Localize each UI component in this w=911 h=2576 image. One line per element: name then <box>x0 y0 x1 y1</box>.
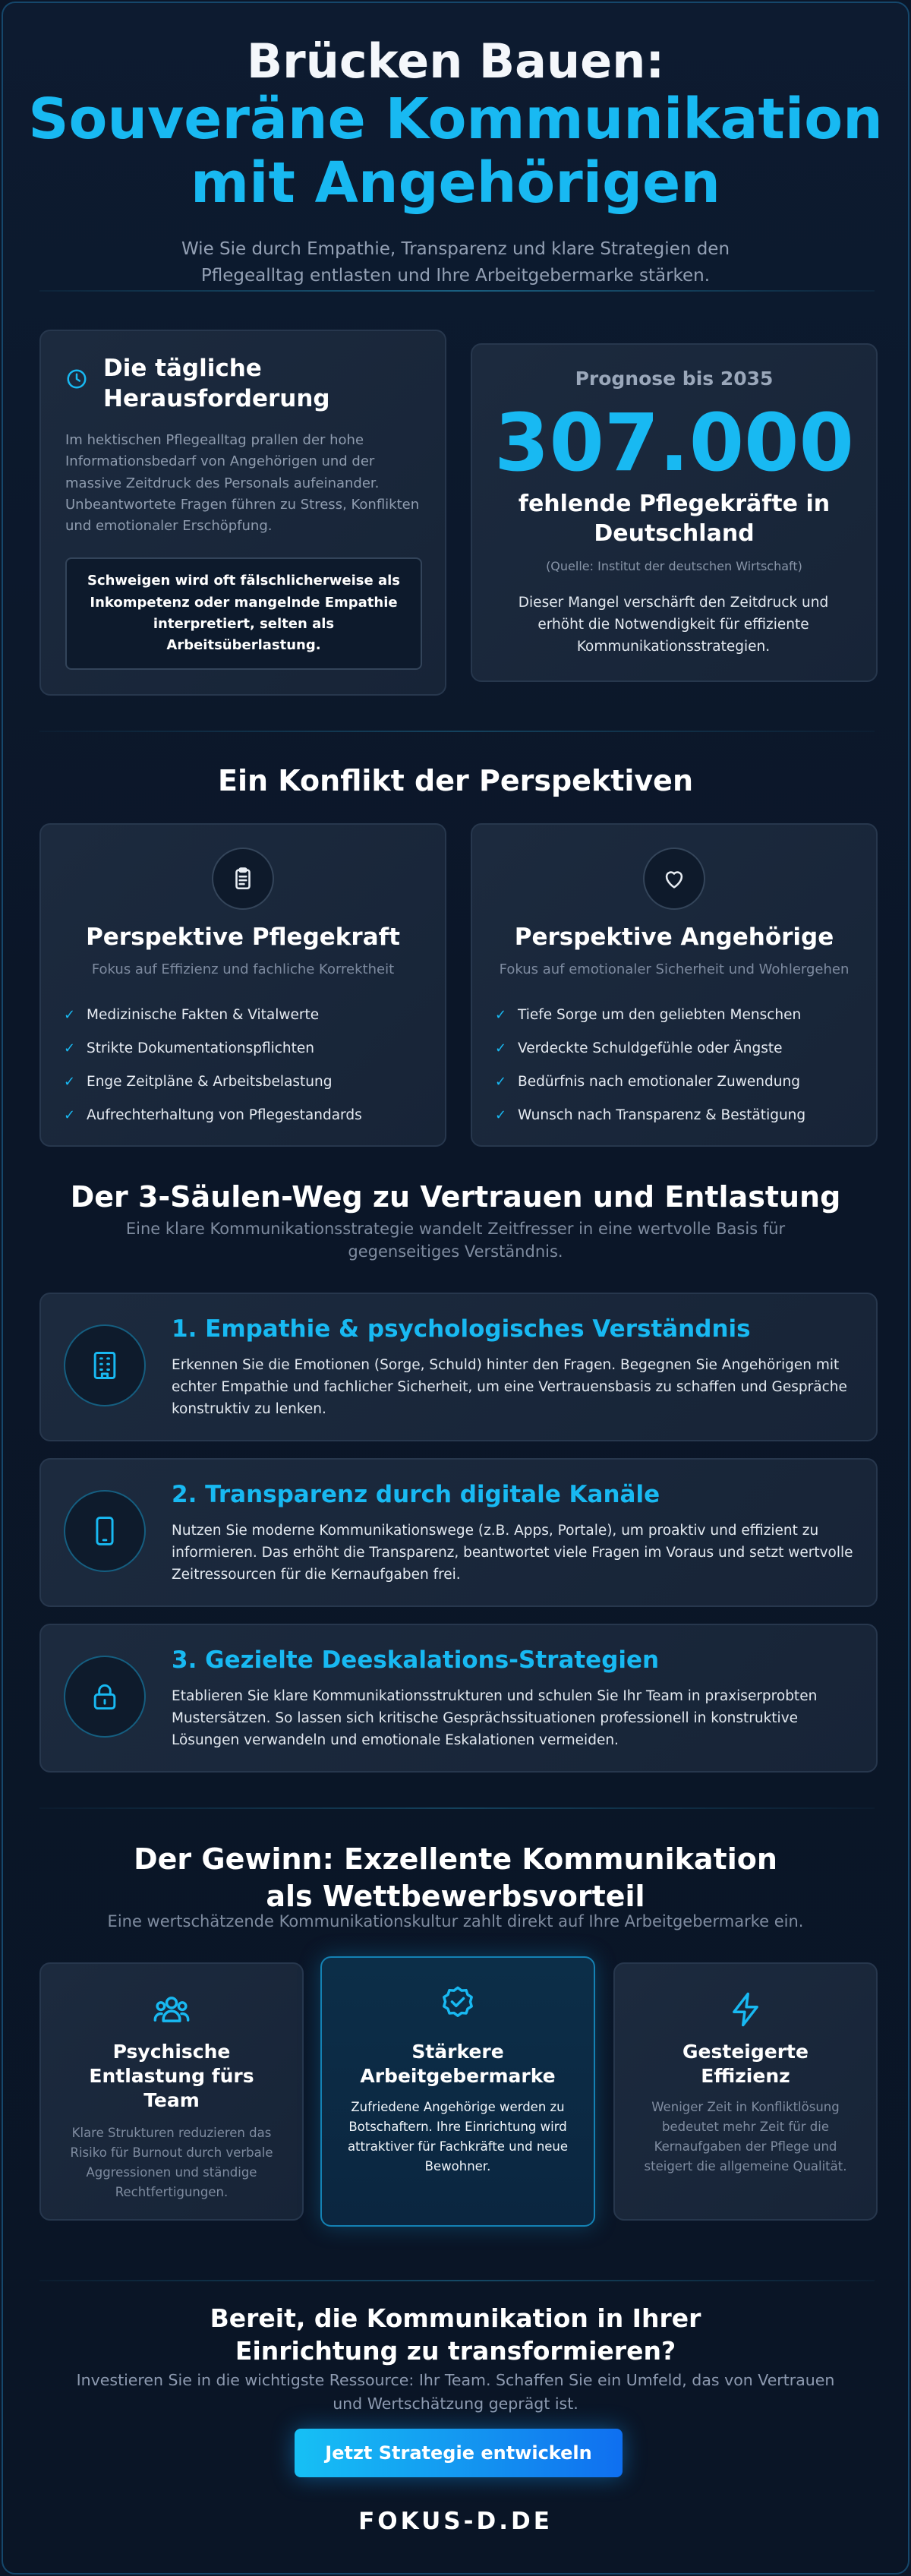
pillars-title: Der 3-Säulen-Weg zu Vertrauen und Entlastung <box>70 1180 841 1214</box>
cta-subtitle: Investieren Sie in die wichtigste Ressource: Ihr Team. Schaffen Sie ein Umfeld, das von Vertrauen und Wertschätzung geprägt ist. <box>76 2371 835 2413</box>
pillar-card-deescalation <box>39 1624 878 1773</box>
list-item-text: Verdeckte Schuldgefühle oder Ängste <box>518 1040 783 1056</box>
divider <box>39 2280 875 2281</box>
pillar-title: 1. Empathie & psychologisches Verständnis <box>172 1315 751 1343</box>
list-item-text: Enge Zeitpläne & Arbeitsbelastung <box>87 1073 333 1090</box>
benefit-title: Psychische Entlastung fürs Team <box>89 2041 254 2111</box>
check-icon: ✓ <box>64 1040 76 1056</box>
list-item <box>64 1098 362 1132</box>
list-item <box>64 998 362 1031</box>
badge-check-icon <box>438 1984 478 2023</box>
perspective-list <box>495 998 805 1132</box>
title-line-1: Brücken Bauen: <box>246 33 665 89</box>
divider <box>39 1807 875 1809</box>
pillar-card-transparency <box>39 1458 878 1607</box>
check-icon: ✓ <box>64 1006 76 1023</box>
cta-title: Bereit, die Kommunikation in Ihrer Einrichtung zu transformieren? <box>210 2303 701 2366</box>
pillar-title: 3. Gezielte Deeskalations-Strategien <box>172 1646 660 1674</box>
list-item-text: Aufrechterhaltung von Pflegestandards <box>87 1106 362 1123</box>
list-item <box>495 998 805 1031</box>
perspectives-title: Ein Konflikt der Perspektiven <box>217 764 694 797</box>
list-item <box>64 1065 362 1098</box>
lock-icon <box>88 1680 121 1713</box>
forecast-headline: fehlende Pflegekräfte in Deutschland <box>518 491 831 547</box>
list-item-text: Bedürfnis nach emotionaler Zuwendung <box>518 1073 800 1090</box>
benefit-card-relief <box>39 1962 304 2221</box>
forecast-text: Dieser Mangel verschärft den Zeitdruck und erhöht die Notwendigkeit für effiziente Kommunikationsstrategien. <box>518 595 829 655</box>
infographic-frame <box>2 2 909 2574</box>
perspective-title: Perspektive Angehörige <box>514 923 834 951</box>
clock-icon <box>65 368 88 390</box>
pillar-card-empathy <box>39 1293 878 1441</box>
check-icon: ✓ <box>495 1073 507 1090</box>
perspective-subtitle: Fokus auf Effizienz und fachliche Korrektheit <box>91 961 395 977</box>
pillar-text: Erkennen Sie die Emotionen (Sorge, Schuld) hinter den Fragen. Begegnen Sie Angehörigen mit echter Empathie und fachlicher Sicherheit, um eine Vertrauensbasis zu schaffen und Gespräche konstruktiv zu lenken. <box>172 1357 847 1417</box>
challenge-quote <box>65 557 422 670</box>
users-icon <box>152 1990 191 2029</box>
check-icon: ✓ <box>64 1106 76 1123</box>
forecast-card <box>471 343 878 682</box>
challenge-title: Die tägliche Herausforderung <box>103 355 330 412</box>
smartphone-icon <box>88 1514 121 1548</box>
perspective-title: Perspektive Pflegekraft <box>86 923 400 951</box>
perspective-icon-circle <box>212 848 274 910</box>
heart-icon <box>661 866 687 892</box>
benefits-subtitle: Eine wertschätzende Kommunikationskultur zahlt direkt auf Ihre Arbeitgebermarke ein. <box>107 1912 804 1930</box>
benefit-card-employer-brand <box>320 1956 595 2227</box>
pillar-text: Nutzen Sie moderne Kommunikationswege (z.B. Apps, Portale), um proaktiv und effizient zu informieren. Das erhöht die Transparenz, beantwortet viele Fragen im Voraus und setzt wertvolle Zeitressourcen für die Kernaufgaben frei. <box>172 1523 853 1583</box>
benefit-card-efficiency <box>613 1962 878 2221</box>
list-item-text: Tiefe Sorge um den geliebten Menschen <box>518 1006 802 1023</box>
pillar-icon-circle <box>64 1324 146 1406</box>
benefit-title: Gesteigerte Effizienz <box>682 2041 809 2087</box>
list-item <box>495 1065 805 1098</box>
lightning-icon <box>726 1990 765 2029</box>
list-item-text: Wunsch nach Transparenz & Bestätigung <box>518 1106 806 1123</box>
hero-subtitle: Wie Sie durch Empathie, Transparenz und klare Strategien den Pflegealltag entlasten und Ihre Arbeitgebermarke stärken. <box>181 239 730 286</box>
forecast-label: Prognose bis 2035 <box>575 368 774 390</box>
building-icon <box>88 1349 121 1382</box>
pillar-icon-circle <box>64 1656 146 1738</box>
clipboard-icon <box>230 866 256 892</box>
benefit-text: Zufriedene Angehörige werden zu Botschaftern. Ihre Einrichtung wird attraktiver für Fachkräfte und neue Bewohner. <box>347 2100 569 2174</box>
pillar-icon-circle <box>64 1490 146 1572</box>
benefit-text: Klare Strukturen reduzieren das Risiko für Burnout durch verbale Aggressionen und ständige Rechtfertigungen. <box>70 2126 273 2200</box>
benefit-title: Stärkere Arbeitgebermarke <box>360 2041 556 2087</box>
challenge-quote-text: Schweigen wird oft fälschlicherweise als Inkompetenz oder mangelnde Empathie interpretiert, selten als Arbeitsüberlastung. <box>87 573 400 654</box>
list-item <box>64 1031 362 1065</box>
check-icon: ✓ <box>495 1006 507 1023</box>
page-title <box>3 35 908 215</box>
check-icon: ✓ <box>64 1073 76 1090</box>
perspective-card-nurse <box>39 823 446 1147</box>
forecast-number: 307.000 <box>494 396 854 489</box>
pillar-text: Etablieren Sie klare Kommunikationsstrukturen und schulen Sie Ihr Team in praxiserprobten Mustersätzen. So lassen sich kritische Gesprächssituationen professionell in konstruktive Lösungen verwandeln und emotionale Eskalationen vermeiden. <box>172 1688 818 1748</box>
list-item-text: Medizinische Fakten & Vitalwerte <box>87 1006 320 1023</box>
perspective-icon-circle <box>643 848 705 910</box>
list-item <box>495 1098 805 1132</box>
perspective-subtitle: Fokus auf emotionaler Sicherheit und Wohlergehen <box>499 961 850 977</box>
divider <box>39 290 875 292</box>
title-line-2: Souveräne Kommunikation <box>28 87 883 153</box>
perspective-list <box>64 998 362 1132</box>
challenge-card <box>39 330 446 696</box>
title-line-3: mit Angehörigen <box>191 150 720 216</box>
footer-brand[interactable]: FOKUS-D.DE <box>358 2508 553 2535</box>
benefit-text: Weniger Zeit in Konfliktlösung bedeutet mehr Zeit für die Kernaufgaben der Pflege und steigert die allgemeine Qualität. <box>644 2100 847 2174</box>
check-icon: ✓ <box>495 1040 507 1056</box>
list-item-text: Strikte Dokumentationspflichten <box>87 1040 314 1056</box>
list-item <box>495 1031 805 1065</box>
hero-section <box>3 35 908 289</box>
cta-button[interactable]: Jetzt Strategie entwickeln <box>295 2429 623 2477</box>
challenge-text: Im hektischen Pflegealltag prallen der hohe Informationsbedarf von Angehörigen und der massive Zeitdruck des Personals aufeinander. Unbeantwortete Fragen führen zu Stress, Konflikten und emotionaler Erschöpfung. <box>65 432 420 534</box>
forecast-source: (Quelle: Institut der deutschen Wirtschaft) <box>546 559 802 573</box>
divider <box>39 731 875 732</box>
perspective-card-relatives <box>471 823 878 1147</box>
check-icon: ✓ <box>495 1106 507 1123</box>
benefits-title: Der Gewinn: Exzellente Kommunikation als Wettbewerbsvorteil <box>134 1842 777 1914</box>
pillars-subtitle: Eine klare Kommunikationsstrategie wandelt Zeitfresser in eine wertvolle Basis für gegenseitiges Verständnis. <box>125 1220 786 1261</box>
pillar-title: 2. Transparenz durch digitale Kanäle <box>172 1481 660 1508</box>
